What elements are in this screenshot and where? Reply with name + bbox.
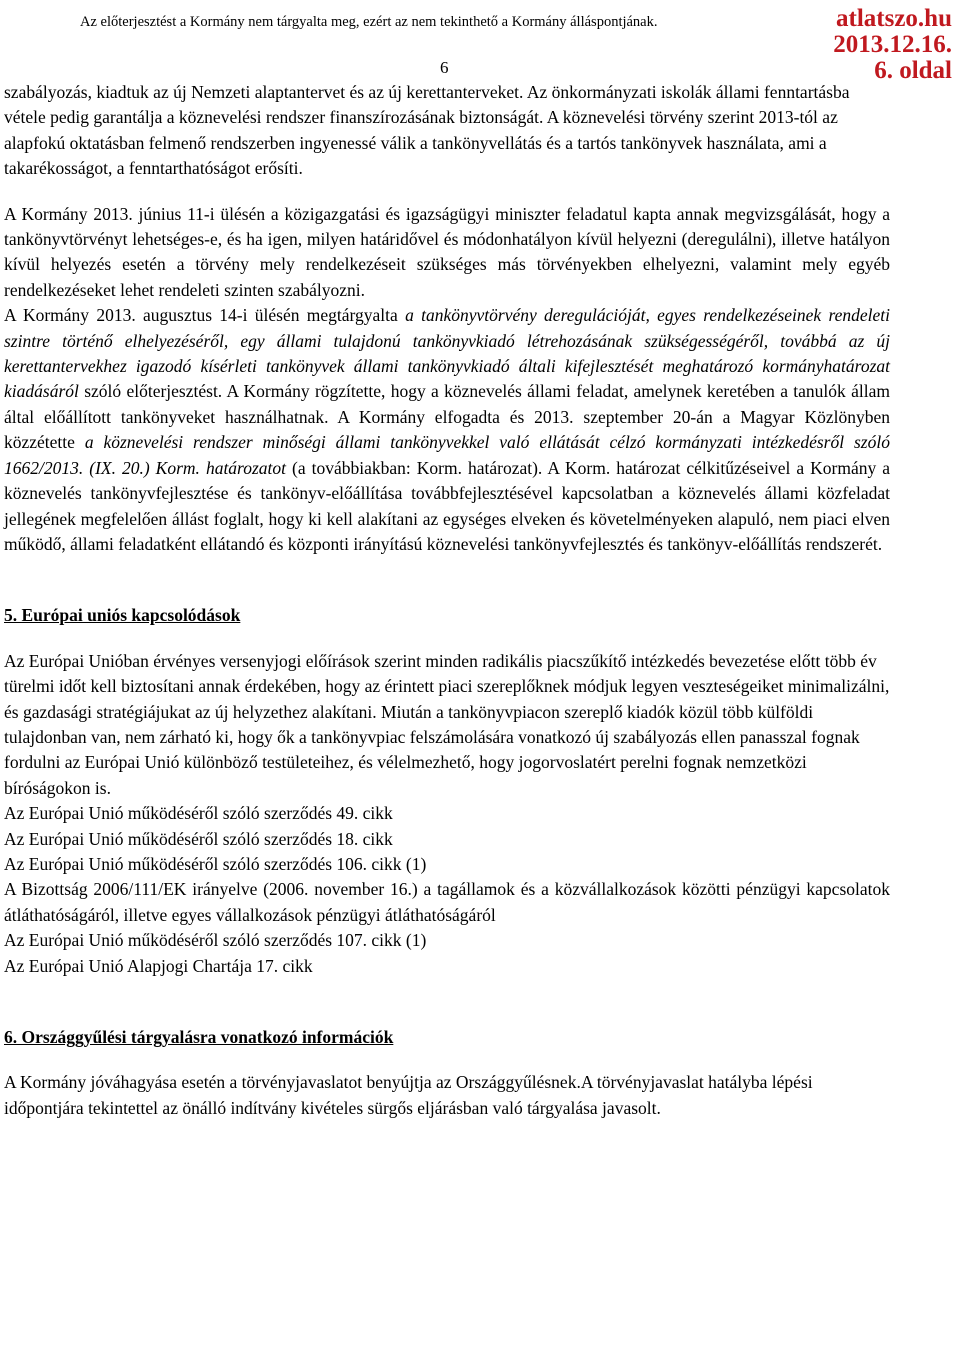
section-6-heading: 6. Országgyűlési tárgyalásra vonatkozó információk [4, 1027, 394, 1047]
section-6-body: A Kormány jóváhagyása esetén a törvényjavaslatot benyújtja az Országgyűlésnek.A törvényjavaslat hatályba lépési időpontjára tekintettel az önálló indítvány kivételes sürgős eljárásban való tárgyalása javasolt. [4, 1072, 813, 1118]
p3-text-1: A Kormány 2013. augusztus 14-i ülésén megtárgyalta [4, 305, 406, 326]
reference-item: Az Európai Unió Alapjogi Chartája 17. cikk [4, 955, 313, 976]
reference-item: Az Európai Unió működéséről szóló szerződés 107. cikk (1) [4, 930, 427, 951]
disclaimer-note: Az előterjesztést a Kormány nem tárgyalta meg, ezért az nem tekinthető a Kormány álláspontjának. [80, 14, 658, 30]
reference-item: Az Európai Unió működéséről szóló szerződés 49. cikk [4, 803, 393, 824]
reference-item: A Bizottság 2006/111/EK irányelve (2006. november 16.) a tagállamok és a közvállalkozások közötti pénzügyi kapcsolatok átláthatóságáról, illetve egyes vállalkozások pénzügyi átláthatóságáról [4, 879, 890, 925]
section-5-references [4, 801, 890, 979]
stamp-date: 2013.12.16. [833, 31, 952, 58]
paragraph-1: szabályozás, kiadtuk az új Nemzeti alaptantervet és az új kerettanterveket. Az önkormányzati iskolák állami fenntartásba vétele pedig garantálja a köznevelési rendszer finanszírozásának biztonságát. A köznevelési törvény szerint 2013-tól az alapfokú oktatásban felmenő rendszerben ingyenessé válik a tankönyvellátás és a tartós tankönyvek használata, ami a takarékosságot, a fenntarthatóságot erősíti. [4, 82, 850, 179]
section-5-heading: 5. Európai uniós kapcsolódások [4, 605, 241, 626]
stamp-site: atlatszo.hu [836, 5, 952, 32]
reference-item: Az Európai Unió működéséről szóló szerződés 18. cikk [4, 828, 393, 849]
p3-text-2: szóló előterjesztést. A Kormány rögzítette, hogy a köznevelés állami feladat, amelynek keretében a tanulók állam által előállított tankönyveket használhatnak. A Kormány elfogadta és 2013. szeptember 20-án a Magyar Közlönyben közzétette [4, 381, 890, 453]
p3-text-3: (a továbbiakban: Korm. határozat). A Korm. határozat célkitűzéseivel a Kormány a köznevelés tankönyvfejlesztése és tankönyv-előállítása továbbfejlesztésével kapcsolatban a köznevelés állami közfeladat jellegének megfelelően állást foglalt, hogy ki kell alakítani az egységes elveken és követelményeken alapuló, nem piaci elven működő, állami feladatként ellátandó és központi irányítású köznevelési tankönyvfejlesztés és tankönyv-előállítás rendszerét. [4, 457, 890, 554]
document-body [4, 80, 890, 1121]
paragraph-3 [4, 303, 890, 557]
reference-item: Az Európai Unió működéséről szóló szerződés 106. cikk (1) [4, 853, 427, 874]
section-5-body: Az Európai Unióban érvényes versenyjogi előírások szerint minden radikális piacszűkítő intézkedés bevezetése előtt több év türelmi időt kell biztosítani annak érdekében, hogy az érintett piaci szereplőknek módjuk legyen veszteségeiket minimalizálni, és gazdasági stratégiájukat az új helyzethez alakítani. Miután a tankönyvpiacon szereplő kiadók közül több külföldi tulajdonban van, nem zárható ki, hogy ők a tankönyvpiac felszámolására vonatkozó új szabályozás ellen panasszal fognak fordulni az Európai Unió különböző testületeihez, és vélelmezhető, hogy jogorvoslatért perelni fognak nemzetközi bíróságokon is. [4, 650, 890, 798]
stamp-page: 6. oldal [874, 57, 952, 84]
p3-italic-2: a köznevelési rendszer minőségi állami tankönyvekkel való ellátását célzó kormányzati intézkedésről szóló 1662/2013. (IX. 20.) Korm. határozatot [4, 432, 890, 478]
page-number: 6 [440, 58, 449, 77]
p3-italic-1: a tankönyvtörvény deregulációját, egyes rendelkezéseinek rendeleti szintre történő elhelyezéséről, egy állami tulajdonú tankönyvkiadó létrehozásának szükségességéről, továbbá az új kerettantervekhez igazodó kísérleti tankönyvek állami tankönyvkiadó általi kifejlesztését meghatározó kormányhatározat kiadásáról [4, 305, 890, 402]
paragraph-2: A Kormány 2013. június 11-i ülésén a közigazgatási és igazságügyi miniszter feladatul kapta annak megvizsgálását, hogy a tankönyvtörvényt lehetséges-e, és ha igen, milyen határidővel és módonhatályon kívül helyezni (deregulálni), illetve hatályon kívül helyezés esetén a törvény mely rendelkezéseit szükséges más törvényekben elhelyezni, valamint mely egyéb rendelkezéseket lehet rendeleti szinten szabályozni. [4, 203, 890, 300]
watermark-stamp [833, 6, 952, 84]
